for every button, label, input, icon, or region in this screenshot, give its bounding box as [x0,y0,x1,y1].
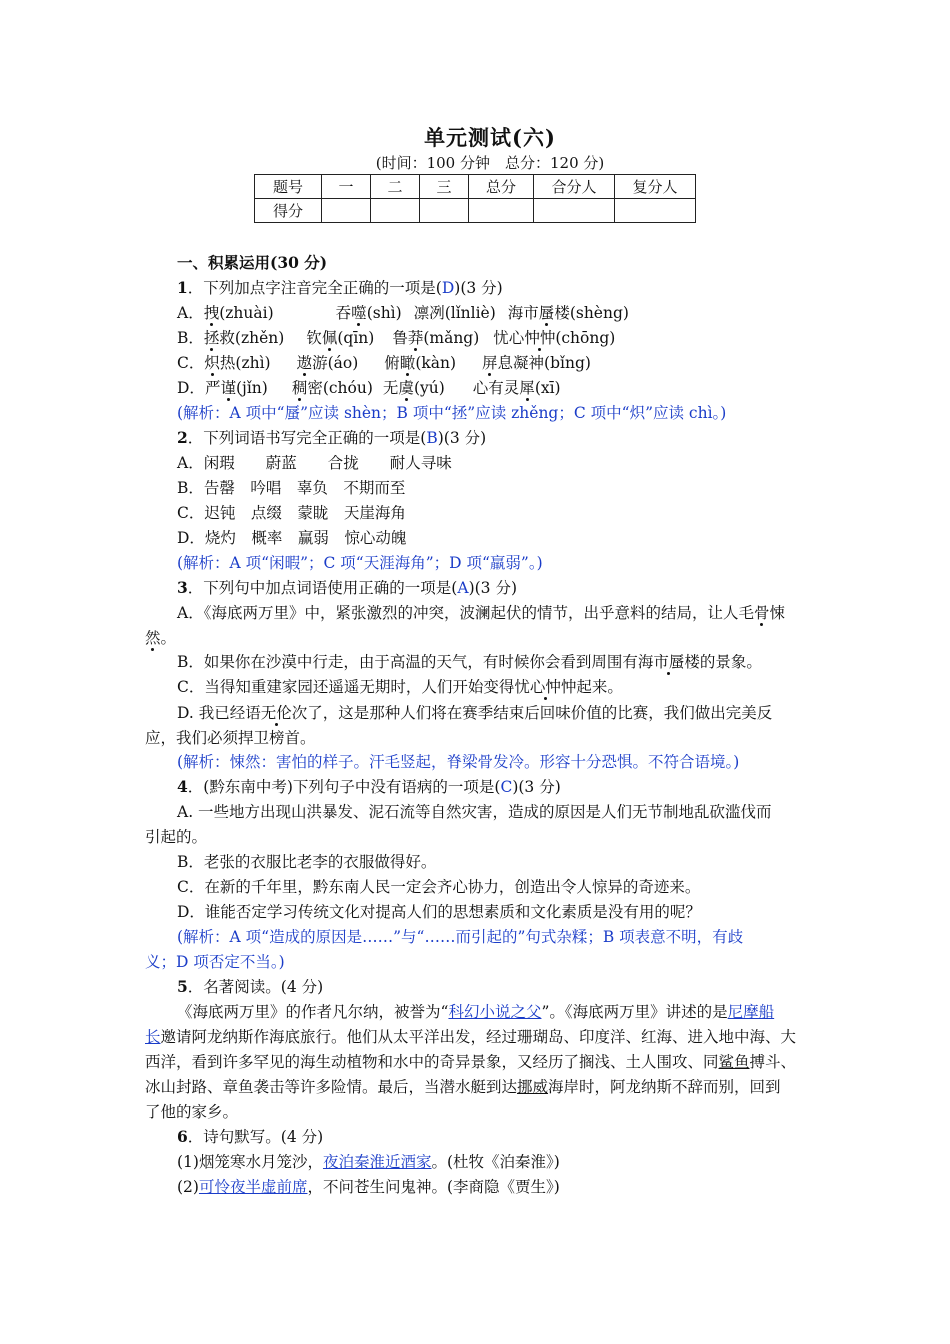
q5-paragraph-line [145,1076,781,1098]
paragraph-text: 搏斗、 [749,1053,797,1071]
option-text: 海市 [507,304,539,322]
q3-option-b [177,651,762,673]
poem-text: ，不问苍生问鬼神。(李商隐《贾生》) [307,1178,560,1196]
option-text: (kàn) [415,354,457,372]
option-text: 。 [160,629,177,647]
answer-letter: B [426,429,438,447]
q4-option-b: B．老张的衣服比老李的衣服做得好。 [177,853,437,871]
score-cell: 二 [371,175,420,199]
q4-option-d: D．谁能否定学习传统文化对提高人们的思想素质和文化素质是没有用的呢？ [177,903,701,921]
paragraph-text: 《海底两万里》的作者凡尔纳，被誉为“ [177,1003,449,1021]
underlined-word: 鲨鱼 [718,1053,750,1071]
stem-text: ．名著阅读。(4 分) [187,978,324,996]
score-cell: 合分人 [534,175,615,199]
option-text: 楼(shèng) [554,304,629,322]
q3-option-a-cont [145,627,176,649]
q3-option-d [177,702,772,724]
option-letter: D． [177,379,205,397]
page-title: 单元测试(六) [424,125,556,150]
question-1-stem [177,277,503,299]
poem-text: (1)烟笼寒水月笼沙， [177,1153,323,1171]
dotted-char: 佩 [321,329,338,347]
option-text: (jǐn) [235,379,268,397]
q4-analysis-cont: 义；D 项否定不当。) [145,953,285,971]
score-table [254,174,696,223]
stem-text: ．下列加点字注音完全正确的一项是( [187,279,442,297]
dotted-phrase: 语无伦次 [245,704,308,722]
q2-analysis: (解析：A 项“闲暇”；C 项“天涯海角”；D 项“羸弱”。) [177,554,543,572]
option-text: 钦 [306,329,322,347]
option-text: 热(zhì) [219,354,271,372]
stem-text: ．下列词语书写完全正确的一项是( [187,429,427,447]
dotted-char: 瞰 [399,354,416,372]
stem-text: )(3 分) [437,429,487,447]
answer-letter: A [457,579,469,597]
score-cell: 三 [420,175,469,199]
q3-option-c [177,676,623,698]
option-text: 凛冽(lǐnliè) [413,304,496,322]
q1-option-d [177,377,561,399]
option-text: 吞 [335,304,352,322]
q5-paragraph-line [145,1051,796,1073]
q3-option-a [177,602,785,624]
stem-text: )(3 分) [454,279,503,297]
option-text: (chōng) [555,329,616,347]
option-text: 息凝神(bǐng) [497,354,591,372]
dotted-char: 噬 [351,304,367,322]
dotted-char: 遨 [296,354,313,372]
question-5-stem [177,976,323,998]
paragraph-text: 冰山封路、章鱼袭击等许多险情。最后，当潜水艇到达 [145,1078,518,1096]
question-number: 6 [177,1127,188,1146]
question-number: 2 [177,428,188,447]
option-letter: B． [177,329,204,347]
option-text: B．如果你在沙漠中行走，由于高温的天气，有时候你会看到周围有 [177,653,638,671]
option-letter: C． [177,354,205,372]
dotted-char: 稠 [291,379,308,397]
dotted-char: 谨 [220,379,236,397]
question-6-stem [177,1126,323,1148]
option-text: (qīn) [337,329,375,347]
dotted-char: 虞 [398,379,414,397]
answer-blank: 夜泊秦淮近酒家 [322,1153,432,1171]
q2-option-b: B．告罄 吟唱 辜负 不期而至 [177,479,406,497]
q2-option-a: A．闲瑕 蔚蓝 合拢 耐人寻味 [177,454,452,472]
stem-text: ．诗句默写。(4 分) [187,1128,324,1146]
question-number: 5 [177,977,188,996]
option-text: 严 [204,379,221,397]
option-text: 了，这是那种人们将在赛季结束后回味价值的比赛，我们做出完美反 [307,704,773,722]
option-text: 心有灵 [472,379,520,397]
score-cell: 一 [322,175,371,199]
score-cell: 总分 [469,175,534,199]
option-text: C．当得知重建家园还遥遥无期时，人们开始变得 [177,678,515,696]
score-blank-cell[interactable] [534,199,615,223]
q3-analysis: (解析：悚然：害怕的样子。汗毛竖起，脊梁骨发冷。形容十分恐惧。不符合语境。) [177,753,740,771]
option-text: (zhuài) [219,304,274,322]
q1-option-b [177,327,615,349]
question-number: 3 [177,578,188,597]
option-text: 俯 [384,354,400,372]
poem-text: (2) [177,1178,199,1196]
score-cell: 复分人 [615,175,696,199]
dotted-phrase: 毛骨悚 [738,604,785,622]
question-4-stem [177,776,561,798]
answer-blank: 尼摩船 [727,1003,775,1021]
score-cell: 得分 [255,199,322,223]
q4-option-a-cont: 引起的。 [145,828,208,846]
option-text: 游(áo) [312,354,359,372]
score-table-header-row [255,175,696,199]
option-text: (shì) [366,304,402,322]
q2-option-d: D．烧灼 概率 赢弱 惊心动魄 [177,529,407,547]
stem-text: )(3 分) [512,778,561,796]
stem-text: ．下列句中加点词语使用正确的一项是( [187,579,458,597]
score-blank-cell[interactable] [469,199,534,223]
option-text: (xī) [534,379,561,397]
q1-analysis: (解析：A 项中“蜃”应读 shèn；B 项中“拯”应读 zhěng；C 项中“炽”应读 chì。) [177,404,727,422]
section-heading: 一、积累运用(30 分) [177,253,328,272]
paragraph-text: 西洋，看到许多罕见的海生动植物和水中的奇异景象，又经历了搁浅、土人围攻、同 [145,1053,719,1071]
q3-option-d-cont: 应，我们必须捍卫榜首。 [145,729,316,747]
score-blank-cell[interactable] [420,199,469,223]
option-text: 鲁 [392,329,408,347]
dotted-char: 莽 [407,329,424,347]
underlined-word: 挪威 [517,1078,549,1096]
question-number: 1 [177,278,188,297]
dotted-phrase: 海市蜃楼 [637,653,700,671]
option-text: (mǎng) [423,329,480,347]
option-text: A．《海底两万里》中，紧张激烈的冲突，波澜起伏的情节，出乎意料的结局，让人 [177,604,739,622]
q4-option-a: A. 一些地方出现山洪暴发、泥石流等自然灾害，造成的原因是人们无节制地乱砍滥伐而 [177,803,772,821]
score-table-score-row [255,199,696,223]
q2-option-c: C．迟钝 点缀 蒙眬 天崖海角 [177,504,406,522]
dotted-phrase: 然 [145,629,161,647]
q4-option-c: C．在新的千年里，黔东南人民一定会齐心协力，创造出令人惊异的奇迹来。 [177,878,701,896]
answer-blank: 科幻小说之父 [448,1003,542,1021]
option-text: 起来。 [576,678,623,696]
option-text: D. 我已经 [177,704,246,722]
score-blank-cell[interactable] [615,199,696,223]
q1-option-c [177,352,591,374]
q6-line-2 [177,1176,560,1198]
score-blank-cell[interactable] [371,199,420,223]
dotted-phrase: 忧心忡忡 [514,678,577,696]
q1-option-a [177,302,629,324]
question-2-stem [177,427,486,449]
q5-paragraph-line [177,1001,774,1023]
dotted-char: 屏 [482,354,498,372]
question-3-stem [177,577,517,599]
answer-blank: 长 [145,1028,161,1046]
dotted-char: 炽 [204,354,220,372]
option-text: 忧心 [493,329,525,347]
dotted-char: 拯 [203,329,220,347]
option-text: 救(zhěn) [219,329,285,347]
answer-letter: C [500,778,513,796]
score-cell: 题号 [255,175,322,199]
question-number: 4 [177,777,188,796]
paragraph-text: 海岸时，阿龙纳斯不辞而别，回到 [548,1078,781,1096]
stem-text: )(3 分) [468,579,517,597]
paragraph-text: ”。《海底两万里》讲述的是 [541,1003,728,1021]
paragraph-text: 邀请阿龙纳斯作海底旅行。他们从太平洋出发，经过珊瑚岛、印度洋、红海、进入地中海、大 [160,1028,797,1046]
q4-analysis: (解析：A 项“造成的原因是……”与“……而引起的”句式杂糅；B 项表意不明，有歧 [177,928,744,946]
poem-text: 。(杜牧《泊秦淮》) [431,1153,560,1171]
answer-letter: D [441,279,455,297]
q6-line-1 [177,1151,560,1173]
option-text: 无 [382,379,399,397]
dotted-char: 拽 [203,304,220,322]
option-text: (yú) [413,379,445,397]
answer-blank: 可怜夜半虚前席 [198,1178,308,1196]
dotted-char: 忡忡 [524,329,556,347]
stem-text: ．(黔东南中考)下列句子中没有语病的一项是( [187,778,501,796]
dotted-char: 蜃 [538,304,555,322]
dotted-char: 犀 [519,379,535,397]
score-blank-cell[interactable] [322,199,371,223]
option-text: 的景象。 [699,653,762,671]
option-text: 密(chóu) [307,379,373,397]
q5-paragraph-line [145,1026,796,1048]
option-letter: A． [177,304,204,322]
page-subtitle: (时间：100 分钟 总分：120 分) [375,154,605,172]
q5-paragraph-line: 了他的家乡。 [145,1103,239,1121]
